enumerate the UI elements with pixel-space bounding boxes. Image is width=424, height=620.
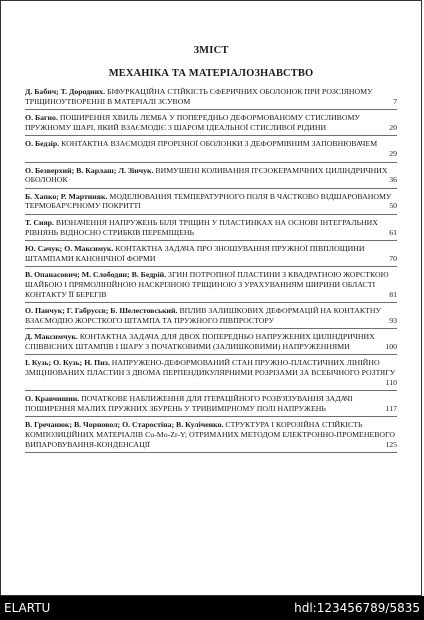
toc-entry[interactable] — [25, 218, 397, 241]
toc-entry-text — [25, 358, 395, 386]
toc-entry-text — [25, 270, 389, 298]
footer-handle[interactable]: hdl:123456789/5835 — [294, 601, 420, 615]
toc-entry-page-number: 125 — [385, 439, 397, 449]
toc-entry[interactable] — [25, 332, 397, 355]
toc-entry-title: ВИЗНАЧЕННЯ НАПРУЖЕНЬ БІЛЯ ТРІЩИН У ПЛАСТИНКАХ НА ОСНОВІ ІНТЕГРАЛЬНИХ РІВНЯНЬ ВІДНОСНО СТРИБКІВ ПЕРЕМІЩЕНЬ — [25, 217, 378, 237]
toc-entry-page-number: 7 — [393, 96, 397, 106]
toc-entry-page-number: 100 — [385, 341, 397, 351]
toc-entry-page-number: 81 — [389, 289, 397, 299]
toc-entry-title: СТРУКТУРА І КОРОЗІЙНА СТІЙКІСТЬ КОМПОЗИЦІЙНИХ МАТЕРІАЛІВ Cu-Mo-Zr-Y; ОТРИМАНИХ МЕТОДОМ ЕЛЕКТРОННО-ПРОМЕНЕВОГО ВИПАРОВУВАННЯ-КОНДЕНСАЦІЇ — [25, 420, 395, 449]
toc-entry-text — [25, 420, 395, 448]
toc-entry-authors: Д. Бабич; Т. Дородних. — [25, 87, 106, 96]
toc-entry[interactable] — [25, 87, 397, 110]
toc-entry-title: МОДЕЛЮВАННЯ ТЕМПЕРАТУРНОГО ПОЛЯ В ЧАСТКОВО ВІДШАРОВАНОМУ ТЕРМОБАР'ЄРНОМУ ПОКРИТТІ — [25, 191, 392, 211]
toc-entry[interactable] — [25, 420, 397, 453]
toc-entry-text — [25, 113, 360, 132]
toc-entry-authors: О. Безверхий; В. Карлаш; Л. Зінчук. — [25, 165, 154, 175]
toc-entry-authors: О. Багно. — [25, 113, 58, 123]
toc-entry-authors: Т. Сияр. — [25, 217, 54, 227]
toc-entry-title: БІФУРКАЦІЙНА СТІЙКІСТЬ СФЕРИЧНИХ ОБОЛОНОК ПРИ РОЗСІЯНОМУ ТРІЩИНОУТВОРЕННІ В МАТЕРІАЛІ ЗСУВОМ — [25, 87, 373, 106]
toc-entry-authors: О. Кравчишин. — [25, 394, 80, 404]
toc-entry-page-number: 36 — [389, 175, 397, 185]
toc-entry[interactable] — [25, 244, 397, 267]
toc-entry-page-number: 117 — [385, 403, 397, 413]
section-heading: МЕХАНІКА ТА МАТЕРІАЛОЗНАВСТВО — [108, 68, 314, 79]
page-title: ЗМІСТ — [193, 45, 229, 56]
footer-bar — [0, 596, 424, 620]
toc-entry-text — [25, 218, 378, 237]
toc-entry-authors: В. Опанасович; М. Слободян; В. Бедрій. — [25, 270, 167, 280]
toc-entry-authors: В. Гречанюк; В. Чорновол; О. Старостіна; В. Куліченко. — [25, 420, 224, 430]
table-of-contents — [25, 87, 397, 453]
toc-entry[interactable] — [25, 358, 397, 391]
toc-entry[interactable] — [25, 166, 397, 189]
toc-entry-title: ПОШИРЕННЯ ХВИЛЬ ЛЕМБА У ПОПЕРЕДНЬО ДЕФОРМОВАНОМУ СТИСЛИВОМУ ПРУЖНОМУ ШАРІ, ЯКИЙ ВЗАЄМОДІЄ З ШАРОМ ІДЕАЛЬНОЇ СТИСЛИВОЇ РІДИНИ — [25, 113, 360, 132]
toc-entry-authors: О. Бедзір. — [25, 139, 60, 149]
toc-entry[interactable] — [25, 306, 397, 329]
document-page — [25, 39, 397, 456]
toc-entry-text — [25, 192, 391, 211]
toc-entry-text — [25, 332, 375, 351]
toc-entry-authors: Д. Максимчук. — [25, 332, 78, 342]
toc-entry-title: КОНТАКТНА ЗАДАЧА ДЛЯ ДВОХ ПОПЕРЕДНЬО НАПРУЖЕНИХ ЦИЛІНДРИЧНИХ СПІВВІСНИХ ШТАМПІВ І ШАРУ З ПОЧАТКОВИМИ (ЗАЛИШКОВИМИ) НАПРУЖЕННЯМИ — [25, 332, 375, 351]
toc-entry-page-number: 29 — [389, 148, 397, 158]
toc-entry-page-number: 50 — [389, 201, 397, 211]
toc-entry-authors: О. Панчук; Г. Габрусєв; Б. Шелестовський. — [25, 306, 178, 316]
toc-entry-text — [25, 306, 381, 325]
toc-entry-authors: Ю. Сачук; О. Максимук. — [25, 244, 114, 254]
toc-entry-page-number: 20 — [389, 122, 397, 132]
toc-entry-title: КОНТАКТНА ВЗАЄМОДІЯ ПРОРІЗНОЇ ОБОЛОНКИ З ДЕФОРМІВНИМ ЗАПОВНЮВАЧЕМ — [61, 139, 378, 149]
toc-entry-authors: Б. Хапко; Р. Мартиняк. — [25, 191, 108, 201]
toc-entry-page-number: 61 — [389, 227, 397, 237]
toc-entry-title: НАПРУЖЕНО-ДЕФОРМОВАНИЙ СТАН ПРУЖНО-ПЛАСТИЧНИХ ЛІНІЙНО ЗМІЦНЮВАНИХ ПЛАСТИН З ДВОМА ПЕРПЕНДИКУЛЯРНИМИ РОЗРІЗАМИ ЗА ВСЕБІЧНОГО РОЗТЯГУ — [25, 358, 396, 378]
toc-entry[interactable] — [25, 113, 397, 136]
toc-entry-title: ЗГИН ПОТРОПНОЇ ПЛАСТИНИ З КВАДРАТНОЮ ЖОРСТКОЮ ШАЙБОЮ І ПРЯМОЛІНІЙНОЮ НАСКРІЗНОЮ ТРІЩИНОЮ З УРАХУВАННЯМ ШИРИНИ ОБЛАСТІ КОНТАКТУ ЇЇ БЕРЕГІВ — [25, 270, 389, 299]
toc-entry-page-number: 110 — [385, 377, 397, 387]
toc-entry-text — [25, 394, 353, 413]
toc-entry-title: КОНТАКТНА ЗАДАЧА ПРО ЗНОШУВАННЯ ПРУЖНОЇ ПІВПЛОЩИНИ ШТАМПАМИ КАНОНІЧНОЇ ФОРМИ — [25, 244, 365, 263]
footer-repository-name: ELARTU — [4, 601, 51, 615]
toc-entry-text — [25, 139, 377, 158]
toc-entry-authors: І. Кузь; О. Кузь; Н. Пиз. — [25, 358, 110, 368]
toc-entry-text — [25, 244, 364, 263]
toc-entry-text — [25, 166, 388, 185]
toc-entry-title: ПОЧАТКОВЕ НАБЛИЖЕННЯ ДЛЯ ІТЕРАЦІЙНОГО РОЗВ'ЯЗУВАННЯ ЗАДАЧІ ПОШИРЕННЯ МАЛИХ ПРУЖНИХ ЗБУРЕНЬ У ТРИВИМІРНОМУ ПОЛІ НАПРУЖЕНЬ — [25, 394, 353, 413]
toc-entry[interactable] — [25, 394, 397, 417]
toc-entry-page-number: 93 — [389, 315, 397, 325]
toc-entry[interactable] — [25, 192, 397, 215]
toc-entry-title: ВИМУШЕНІ КОЛИВАННЯ П'ЄЗОКЕРАМІЧНИХ ЦИЛІНДРИЧНИХ ОБОЛОНОК — [25, 165, 388, 185]
toc-entry-text — [25, 87, 373, 106]
toc-entry[interactable] — [25, 139, 397, 162]
toc-entry[interactable] — [25, 270, 397, 303]
toc-entry-page-number: 70 — [389, 253, 397, 263]
toc-entry-title: ВПЛИВ ЗАЛИШКОВИХ ДЕФОРМАЦІЙ НА КОНТАКТНУ ВЗАЄМОДІЮ ЖОРСТКОГО ШТАМПА ТА ПРУЖНОГО ПІВПРОСТОРУ — [25, 306, 381, 325]
